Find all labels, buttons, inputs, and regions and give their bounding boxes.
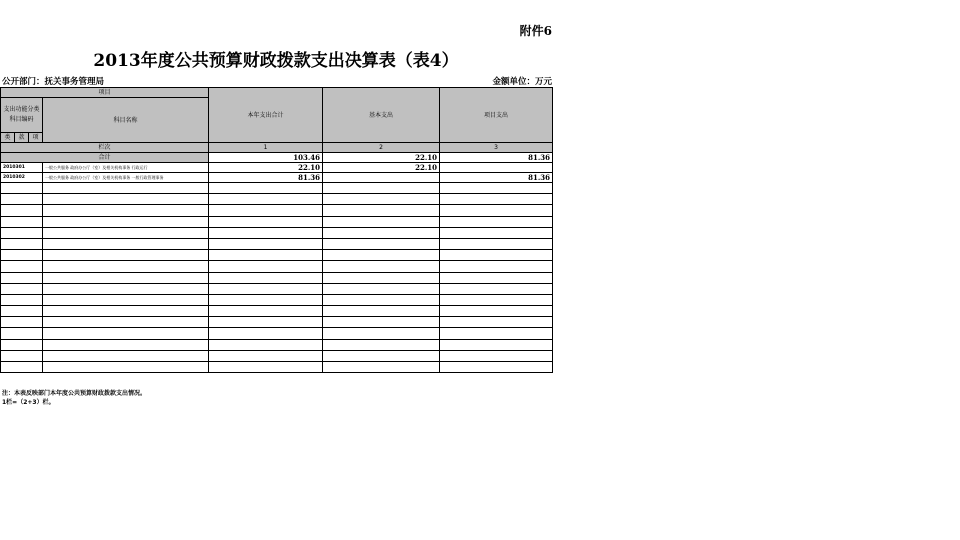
blank-cell — [209, 328, 323, 339]
sum-row — [1, 153, 553, 163]
header-xiang: 项 — [29, 133, 43, 143]
blank-cell — [440, 183, 553, 194]
blank-cell — [440, 250, 553, 261]
blank-row — [1, 238, 553, 249]
budget-table — [0, 87, 553, 373]
blank-cell — [440, 205, 553, 216]
blank-rows — [1, 183, 553, 373]
header-subject-name: 科目名称 — [43, 98, 209, 143]
blank-cell — [43, 306, 209, 317]
blank-cell — [209, 261, 323, 272]
blank-row — [1, 328, 553, 339]
header-total: 本年支出合计 — [209, 88, 323, 143]
sum-project: 81.36 — [440, 153, 553, 163]
blank-cell — [209, 283, 323, 294]
blank-cell — [323, 183, 440, 194]
blank-row — [1, 227, 553, 238]
page-title: 2013年度公共预算财政拨款支出决算表（表4） — [93, 51, 459, 71]
blank-row — [1, 216, 553, 227]
blank-cell — [323, 306, 440, 317]
row-name: 一般公共服务 政府办公厅（室）及相关机构事务 一般行政管理事务 — [43, 173, 209, 183]
blank-cell — [1, 283, 43, 294]
blank-cell — [1, 317, 43, 328]
header-basic: 基本支出 — [323, 88, 440, 143]
blank-cell — [440, 339, 553, 350]
blank-cell — [323, 294, 440, 305]
blank-cell — [43, 183, 209, 194]
table-row — [1, 163, 553, 173]
blank-row — [1, 283, 553, 294]
blank-cell — [440, 238, 553, 249]
note-line: 1栏=（2+3）栏。 — [2, 399, 55, 406]
blank-cell — [209, 294, 323, 305]
blank-cell — [323, 250, 440, 261]
unit-label: 金额单位：万元 — [492, 77, 552, 87]
blank-cell — [440, 194, 553, 205]
blank-cell — [209, 227, 323, 238]
blank-cell — [1, 194, 43, 205]
blank-cell — [323, 339, 440, 350]
blank-cell — [43, 339, 209, 350]
row-code: 2010301 — [1, 163, 43, 173]
sum-total: 103.46 — [209, 153, 323, 163]
sum-label: 合计 — [1, 153, 209, 163]
blank-cell — [440, 227, 553, 238]
blank-cell — [1, 205, 43, 216]
row-name: 一般公共服务 政府办公厅（室）及相关机构事务 行政运行 — [43, 163, 209, 173]
blank-cell — [209, 317, 323, 328]
blank-cell — [440, 362, 553, 373]
blank-cell — [43, 328, 209, 339]
blank-cell — [323, 283, 440, 294]
blank-cell — [1, 227, 43, 238]
blank-row — [1, 362, 553, 373]
blank-cell — [440, 350, 553, 361]
header-lei: 类 — [1, 133, 15, 143]
blank-cell — [43, 261, 209, 272]
blank-cell — [440, 294, 553, 305]
blank-cell — [323, 194, 440, 205]
blank-cell — [1, 238, 43, 249]
blank-cell — [209, 250, 323, 261]
blank-cell — [323, 362, 440, 373]
blank-cell — [440, 328, 553, 339]
blank-row — [1, 272, 553, 283]
blank-row — [1, 205, 553, 216]
department-label: 公开部门：抚关事务管理局 — [2, 77, 105, 87]
row-project — [440, 163, 553, 173]
header-col2: 2 — [323, 143, 440, 153]
blank-cell — [43, 250, 209, 261]
blank-cell — [43, 194, 209, 205]
blank-row — [1, 306, 553, 317]
blank-cell — [209, 272, 323, 283]
row-total: 22.10 — [209, 163, 323, 173]
header-project-expense: 项目支出 — [440, 88, 553, 143]
blank-cell — [323, 261, 440, 272]
blank-row — [1, 350, 553, 361]
table-notes — [2, 389, 146, 407]
blank-cell — [1, 306, 43, 317]
row-project: 81.36 — [440, 173, 553, 183]
blank-row — [1, 317, 553, 328]
blank-row — [1, 250, 553, 261]
attachment-label: 附件6 — [519, 24, 552, 38]
row-total: 81.36 — [209, 173, 323, 183]
blank-cell — [43, 317, 209, 328]
blank-cell — [1, 216, 43, 227]
blank-cell — [43, 283, 209, 294]
blank-cell — [209, 306, 323, 317]
blank-cell — [43, 216, 209, 227]
blank-cell — [323, 227, 440, 238]
blank-cell — [440, 261, 553, 272]
note-line: 注：本表反映部门本年度公共预算财政拨款支出情况。 — [2, 390, 147, 397]
blank-cell — [440, 272, 553, 283]
blank-cell — [43, 362, 209, 373]
blank-cell — [43, 238, 209, 249]
blank-cell — [43, 294, 209, 305]
blank-cell — [43, 227, 209, 238]
header-func-code: 支出功能分类科目编码 — [1, 98, 43, 133]
blank-cell — [323, 216, 440, 227]
blank-cell — [440, 317, 553, 328]
blank-cell — [209, 194, 323, 205]
header-project: 项目 — [1, 88, 209, 98]
row-code: 2010302 — [1, 173, 43, 183]
blank-cell — [323, 272, 440, 283]
blank-cell — [1, 261, 43, 272]
blank-cell — [323, 205, 440, 216]
blank-row — [1, 339, 553, 350]
blank-row — [1, 183, 553, 194]
row-basic — [323, 173, 440, 183]
blank-cell — [209, 183, 323, 194]
blank-cell — [1, 339, 43, 350]
blank-cell — [440, 306, 553, 317]
blank-cell — [1, 350, 43, 361]
blank-cell — [323, 350, 440, 361]
row-basic: 22.10 — [323, 163, 440, 173]
blank-cell — [323, 328, 440, 339]
blank-cell — [43, 350, 209, 361]
blank-cell — [209, 238, 323, 249]
header-col3: 3 — [440, 143, 553, 153]
blank-row — [1, 194, 553, 205]
sum-basic: 22.10 — [323, 153, 440, 163]
blank-cell — [209, 216, 323, 227]
table-row — [1, 173, 553, 183]
blank-cell — [1, 272, 43, 283]
blank-cell — [1, 328, 43, 339]
header-column-no: 栏次 — [1, 143, 209, 153]
blank-cell — [1, 294, 43, 305]
blank-row — [1, 294, 553, 305]
blank-cell — [43, 205, 209, 216]
blank-cell — [43, 272, 209, 283]
header-col1: 1 — [209, 143, 323, 153]
blank-cell — [323, 238, 440, 249]
blank-cell — [209, 205, 323, 216]
blank-cell — [440, 216, 553, 227]
blank-cell — [323, 317, 440, 328]
blank-cell — [1, 183, 43, 194]
blank-row — [1, 261, 553, 272]
blank-cell — [1, 250, 43, 261]
blank-cell — [209, 350, 323, 361]
blank-cell — [1, 362, 43, 373]
blank-cell — [440, 283, 553, 294]
header-kuan: 款 — [15, 133, 29, 143]
blank-cell — [209, 362, 323, 373]
blank-cell — [209, 339, 323, 350]
